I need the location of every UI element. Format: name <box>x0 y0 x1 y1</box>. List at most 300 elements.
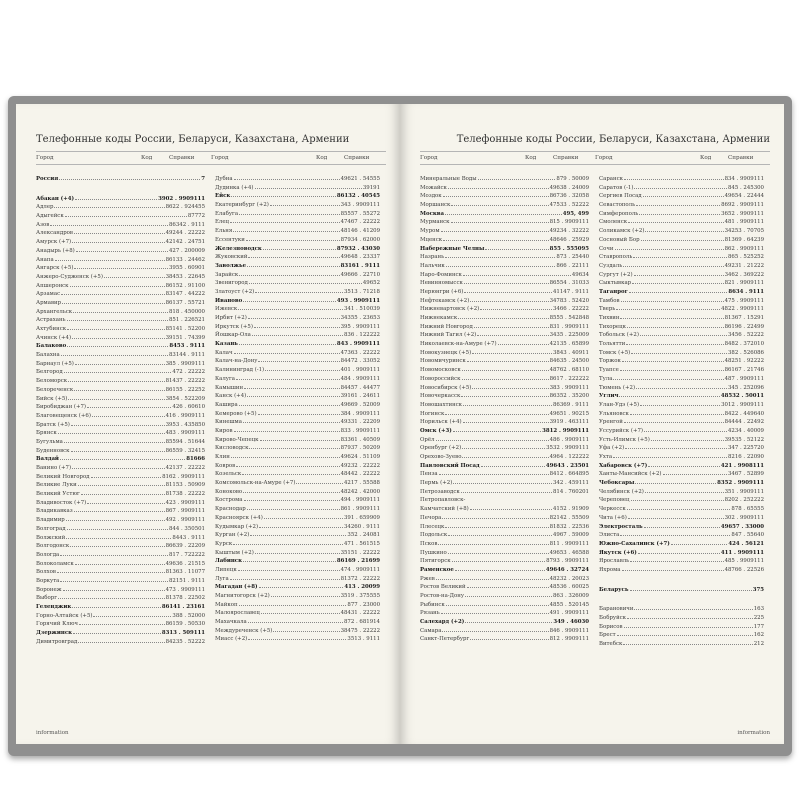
phone-code: 302 . 9909111 <box>724 514 764 521</box>
directory-row <box>599 410 764 419</box>
dot-leader <box>451 205 548 206</box>
dot-leader <box>74 511 165 512</box>
city-name: Саратов (-1) <box>599 184 634 191</box>
city-name: Братск (+5) <box>36 421 70 428</box>
directory-row <box>420 601 589 610</box>
header-info: Справки <box>344 155 370 161</box>
phone-code: 345 . 252096 <box>727 384 764 391</box>
directory-row <box>36 577 205 586</box>
phone-code: 87934 . 62000 <box>340 236 380 243</box>
dot-leader <box>446 266 556 267</box>
city-name: Пятигорск <box>420 558 451 565</box>
city-name: Новороссийск <box>420 375 461 382</box>
directory-row <box>215 323 380 332</box>
directory-row <box>215 540 380 549</box>
page-title: Телефонные коды России, Беларуси, Казахстана, Армении <box>456 134 770 145</box>
phone-code: 3652 . 9909111 <box>721 210 764 217</box>
dot-leader <box>445 527 548 528</box>
phone-code: 81738 . 22222 <box>165 491 205 498</box>
city-name: Липецк <box>215 566 237 573</box>
directory-row <box>215 436 380 445</box>
directory-row <box>215 601 380 610</box>
phone-code: 492 . 9909111 <box>165 517 205 524</box>
city-name: Ачинск (+4) <box>36 334 72 341</box>
directory-row <box>215 340 380 349</box>
dot-leader <box>620 318 723 319</box>
phone-code: 8482 . 372010 <box>724 341 764 348</box>
phone-code: 49634 <box>571 271 589 278</box>
directory-row <box>36 325 205 334</box>
directory-row <box>420 349 589 358</box>
phone-code: 421 . 9908111 <box>720 462 764 469</box>
directory-row <box>420 410 589 419</box>
dot-leader <box>58 433 165 434</box>
phone-code: 834 . 9909111 <box>724 176 764 182</box>
directory-row <box>599 340 764 349</box>
city-name: Южно-Сахалинск (+7) <box>599 540 670 547</box>
dot-leader <box>640 335 727 336</box>
dot-leader <box>461 492 552 493</box>
phone-code: 48762 . 68110 <box>549 367 589 374</box>
city-name: Мценск <box>420 236 443 243</box>
dot-leader <box>453 483 552 484</box>
phone-code: 83147 . 44222 <box>165 291 205 298</box>
directory-row <box>215 488 380 497</box>
directory-row <box>599 384 764 393</box>
directory-row <box>420 245 589 254</box>
phone-code: 384 . 9909111 <box>340 410 380 417</box>
directory-row <box>599 375 764 384</box>
phone-code: 872 . 681914 <box>343 619 380 626</box>
directory-row <box>420 262 589 271</box>
city-name: Иваново <box>215 297 243 304</box>
city-name: Комсомольск-на-Амуре (+7) <box>215 480 296 487</box>
dot-leader <box>64 372 172 373</box>
directory-row <box>599 227 764 236</box>
phone-code: 86159 . 50530 <box>165 621 205 628</box>
phone-code: 4964 . 122222 <box>549 454 589 460</box>
dot-leader <box>68 381 164 382</box>
dot-leader <box>623 266 723 267</box>
phone-code: 86639 . 22209 <box>165 543 205 550</box>
city-name: Махачкала <box>215 619 247 626</box>
phone-code: 47363 . 22222 <box>340 349 380 356</box>
dot-leader <box>61 294 164 295</box>
phone-code: 855 . 555095 <box>549 245 589 252</box>
dot-leader <box>78 642 164 643</box>
directory-row <box>420 305 589 314</box>
directory-row <box>599 401 764 410</box>
dot-leader <box>265 370 339 371</box>
header-info: Справки <box>728 155 754 161</box>
header-info: Справки <box>169 155 195 161</box>
phone-code: 41147 . 9111 <box>552 288 589 295</box>
directory-row <box>36 403 205 412</box>
dot-leader <box>60 555 168 556</box>
directory-row <box>215 175 380 184</box>
phone-code: 347 . 225720 <box>727 445 764 452</box>
directory-row <box>420 592 589 601</box>
phone-code: 867 . 9909111 <box>165 508 205 515</box>
dot-leader <box>498 344 549 345</box>
directory-row <box>215 418 380 427</box>
city-name: Клин <box>215 454 230 460</box>
city-name: Уренгой <box>599 419 623 426</box>
directory-row <box>599 586 764 595</box>
dot-leader <box>67 346 168 347</box>
dot-leader <box>615 249 724 250</box>
phone-code: 49648 . 23337 <box>340 254 380 261</box>
dot-leader <box>436 579 549 580</box>
phone-code: 814 . 760201 <box>552 488 589 495</box>
phone-code: 427 . 200009 <box>168 247 205 254</box>
city-name: Краснодар <box>215 506 246 513</box>
dot-leader <box>462 379 549 380</box>
directory-row <box>36 308 205 317</box>
phone-code: 81153 . 50909 <box>165 482 205 489</box>
phone-code: 48532 . 50011 <box>720 393 764 400</box>
phone-code: 341 . 510039 <box>343 306 380 313</box>
header-code: Код <box>141 155 153 161</box>
directory-row <box>215 514 380 523</box>
city-name: Великий Устюг <box>36 491 80 498</box>
city-name: Екатеринбург (+2) <box>215 202 269 209</box>
city-name: Сургут (+2) <box>599 271 633 278</box>
directory-row <box>36 212 205 221</box>
phone-code: 7 <box>201 176 205 182</box>
directory-row <box>36 351 205 360</box>
directory-row <box>36 290 205 299</box>
city-name: Абакан (+4) <box>36 195 75 202</box>
directory-row <box>420 331 589 340</box>
phone-code: 862 . 9909111 <box>724 245 764 252</box>
city-name: Йошкар-Ола <box>215 332 251 339</box>
dot-leader <box>263 249 336 250</box>
header-city: Город <box>211 155 229 161</box>
directory-row <box>36 184 205 195</box>
dot-leader <box>249 283 362 284</box>
phone-code: 4967 . 59009 <box>552 532 589 539</box>
phone-code: 48766 . 22526 <box>724 566 764 573</box>
phone-code: 349 . 46030 <box>553 619 589 626</box>
city-name: Можайск <box>420 184 447 191</box>
city-name: Тольятти <box>599 341 626 348</box>
dot-leader <box>474 327 549 328</box>
phone-code: 3854 . 522209 <box>165 395 205 402</box>
city-name: Калуга <box>215 375 236 382</box>
city-name: Орехово-Зуево <box>420 454 462 460</box>
directory-row <box>215 401 380 410</box>
phone-code: 49652 <box>362 280 380 287</box>
phone-code: 472 . 22222 <box>172 369 205 376</box>
city-name: Ухта <box>599 454 613 460</box>
directory-row <box>36 499 205 508</box>
city-name: Москва <box>420 210 444 217</box>
directory-row <box>420 175 589 184</box>
phone-code: 846 . 9909111 <box>549 627 589 634</box>
phone-code: 49636 . 21515 <box>165 560 205 567</box>
city-name: Ейск <box>215 193 231 200</box>
phone-code: 47467 . 22222 <box>340 219 380 226</box>
city-name: Омск (+3) <box>420 427 452 434</box>
directory-row <box>420 479 589 488</box>
city-name: Ахтубинск <box>36 326 67 332</box>
city-name: Красноярск (+4) <box>215 514 263 521</box>
phone-code: 494 . 9909111 <box>340 497 380 504</box>
dot-leader <box>58 598 165 599</box>
city-name: Златоуст (+2) <box>215 288 255 295</box>
dot-leader <box>67 529 168 530</box>
city-name: Томск (+5) <box>599 349 631 356</box>
city-name: Брест <box>599 632 616 639</box>
phone-code: 48536 . 60025 <box>549 584 589 591</box>
directory-row <box>599 253 764 262</box>
directory-row <box>36 229 205 238</box>
city-name: Горно-Алтайск (+5) <box>36 612 93 619</box>
city-name: Уссурийск (+7) <box>599 427 643 434</box>
directory-row <box>215 453 380 462</box>
dot-leader <box>464 292 552 293</box>
directory-row <box>215 427 380 436</box>
phone-code: 873 . 25440 <box>556 254 589 261</box>
dot-leader <box>231 196 336 197</box>
directory-row <box>36 603 205 612</box>
phone-code: 49666 . 22710 <box>340 271 380 278</box>
city-name: Ханты-Мансийск (+2) <box>599 471 662 478</box>
city-name: Моздок <box>420 193 442 200</box>
dot-leader <box>616 309 720 310</box>
directory-row <box>420 505 589 514</box>
directory-row <box>215 496 380 505</box>
city-name: Ярославль <box>599 558 630 565</box>
dot-leader <box>64 442 165 443</box>
directory-row <box>215 505 380 514</box>
dot-leader <box>60 581 168 582</box>
city-name: Нальчик <box>420 262 445 269</box>
phone-code: 817 . 722222 <box>168 551 205 558</box>
city-name: Елец <box>215 219 230 226</box>
city-name: Белгород <box>36 369 63 376</box>
dot-leader <box>634 188 727 189</box>
city-name: Кыштым (+2) <box>215 549 254 556</box>
city-name: Александров <box>36 230 73 237</box>
directory-row <box>420 271 589 280</box>
dot-leader <box>448 535 552 536</box>
directory-row <box>599 184 764 193</box>
dot-leader <box>446 605 549 606</box>
dot-leader <box>248 622 343 623</box>
dot-leader <box>261 613 340 614</box>
city-name: Новочеркасск <box>420 393 461 400</box>
phone-code: 81832 . 22536 <box>549 523 589 530</box>
dot-leader <box>634 275 724 276</box>
phone-code: 3513 . 9111 <box>347 636 380 643</box>
dot-leader <box>236 466 339 467</box>
dot-leader <box>639 214 720 215</box>
dot-leader <box>463 405 552 406</box>
directory-row <box>36 221 205 230</box>
directory-row <box>420 470 589 479</box>
directory-row <box>420 184 589 193</box>
directory-row <box>420 314 589 323</box>
directory-row <box>420 384 589 393</box>
city-name: Кемерово (+5) <box>215 410 257 417</box>
dot-leader <box>638 553 720 554</box>
directory-row <box>215 279 380 288</box>
dot-leader <box>470 301 548 302</box>
city-name: Павловский Посад <box>420 462 480 469</box>
dot-leader <box>258 414 340 415</box>
city-name: Муром <box>420 228 440 235</box>
directory-row <box>36 507 205 516</box>
dot-leader <box>248 318 340 319</box>
phone-code: 3456 . 52222 <box>727 332 764 339</box>
right-col2 <box>595 175 770 649</box>
city-name: Жуковский <box>215 254 248 261</box>
header-code: Код <box>700 155 712 161</box>
page-title: Телефонные коды России, Беларуси, Казахстана, Армении <box>36 134 350 145</box>
dot-leader <box>259 587 344 588</box>
city-name: Плесецк <box>420 523 445 530</box>
dot-leader <box>620 370 724 371</box>
dot-leader <box>464 283 549 284</box>
dot-leader <box>472 388 548 389</box>
phone-code: 39151 . 74399 <box>165 334 205 341</box>
phone-code: 86342 . 9111 <box>168 221 205 228</box>
city-name: Ессентуки <box>215 236 245 243</box>
city-name: Великие Луки <box>36 482 77 489</box>
phone-code: 177 <box>753 623 764 630</box>
city-name: Адыгейск <box>36 213 64 220</box>
phone-code: 473 . 9909111 <box>165 586 205 593</box>
phone-code: 86352 . 35200 <box>549 393 589 400</box>
city-name: Волоколамск <box>36 560 74 567</box>
city-name: Витебск <box>599 641 623 648</box>
directory-row <box>215 575 380 584</box>
phone-code: 818 . 450000 <box>168 308 205 315</box>
city-name: Тула <box>599 375 613 382</box>
dot-leader <box>254 327 340 328</box>
directory-row <box>420 531 589 540</box>
directory-row <box>599 236 764 245</box>
dot-leader <box>255 553 340 554</box>
phone-code: 48242 . 42000 <box>340 488 380 495</box>
directory-row <box>420 227 589 236</box>
city-name: Сыктывкар <box>599 280 632 287</box>
city-name: Дубна <box>215 176 233 182</box>
city-name: Кинешма <box>215 419 242 426</box>
directory-row <box>420 566 589 575</box>
phone-code: 163 <box>753 606 764 613</box>
right-page <box>400 104 784 744</box>
header-city: Город <box>420 155 438 161</box>
phone-code: 212 <box>753 641 764 648</box>
directory-row <box>215 375 380 384</box>
dot-leader <box>624 179 724 180</box>
directory-row <box>215 201 380 210</box>
phone-code: 42142 . 24751 <box>165 239 205 246</box>
dot-leader <box>625 448 727 449</box>
city-name: Козельск <box>215 471 242 478</box>
dot-leader <box>74 268 168 269</box>
phone-code: 81372 . 22222 <box>340 575 380 582</box>
directory-row <box>599 640 764 649</box>
directory-row <box>420 462 589 471</box>
dot-leader <box>239 344 336 345</box>
city-name: Биробиджан (+7) <box>36 404 87 411</box>
phone-code: 86155 . 22252 <box>165 386 205 393</box>
city-name: Якутск (+6) <box>599 549 637 556</box>
directory-row <box>599 245 764 254</box>
left-col2 <box>211 175 386 646</box>
directory-row <box>420 218 589 227</box>
directory-row <box>599 540 764 549</box>
phone-code: 34253 . 70705 <box>724 228 764 235</box>
phone-code: 82151 . 9111 <box>168 577 205 584</box>
directory-row <box>420 192 589 201</box>
dot-leader <box>644 527 720 528</box>
city-name: Череповец <box>599 497 630 504</box>
directory-row <box>215 262 380 271</box>
city-name: Салехард (+2) <box>420 619 465 626</box>
directory-row <box>420 540 589 549</box>
phone-code: 385 . 9909111 <box>165 360 205 367</box>
directory-row <box>36 612 205 621</box>
phone-code: 162 <box>753 632 764 639</box>
phone-code: 811 . 9909111 <box>549 540 589 547</box>
page-footer: information <box>737 730 770 736</box>
phone-code: 86554 . 31033 <box>549 280 589 287</box>
phone-code: 8202 . 252222 <box>724 497 764 504</box>
city-name: Выборг <box>36 595 58 602</box>
directory-row <box>420 523 589 532</box>
directory-row <box>36 395 205 404</box>
city-name: Междуреченск (+5) <box>215 627 273 634</box>
city-name: Майкоп <box>215 601 238 608</box>
phone-code: 34783 . 52420 <box>549 297 589 304</box>
dot-leader <box>441 613 549 614</box>
dot-leader <box>648 466 720 467</box>
phone-code: 47533 . 52222 <box>549 202 589 209</box>
city-name: Калининград (-1) <box>215 367 265 374</box>
dot-leader <box>445 257 555 258</box>
phone-code: 351 . 9909111 <box>724 488 764 495</box>
directory-row <box>420 418 589 427</box>
directory-row <box>420 201 589 210</box>
phone-code: 225 <box>753 615 764 621</box>
dot-leader <box>255 188 362 189</box>
directory-row <box>215 184 380 193</box>
phone-code: 83144 . 9111 <box>168 352 205 359</box>
city-name: Ангарск (+5) <box>36 265 74 272</box>
dot-leader <box>91 477 162 478</box>
dot-leader <box>93 616 171 617</box>
city-name: Челябинск (+2) <box>599 488 644 495</box>
dot-leader <box>445 414 548 415</box>
directory-row <box>215 627 380 636</box>
city-name: Новошахтинск <box>420 401 463 408</box>
directory-row <box>36 412 205 421</box>
dot-leader <box>628 222 723 223</box>
dot-leader <box>617 635 753 636</box>
dot-leader <box>72 468 164 469</box>
city-name: Барановичи <box>599 606 634 613</box>
phone-code: 86133 . 24462 <box>165 256 205 263</box>
dot-leader <box>622 361 724 362</box>
dot-leader <box>619 396 719 397</box>
city-name: Чебоксары <box>599 480 635 487</box>
directory-row <box>420 288 589 297</box>
